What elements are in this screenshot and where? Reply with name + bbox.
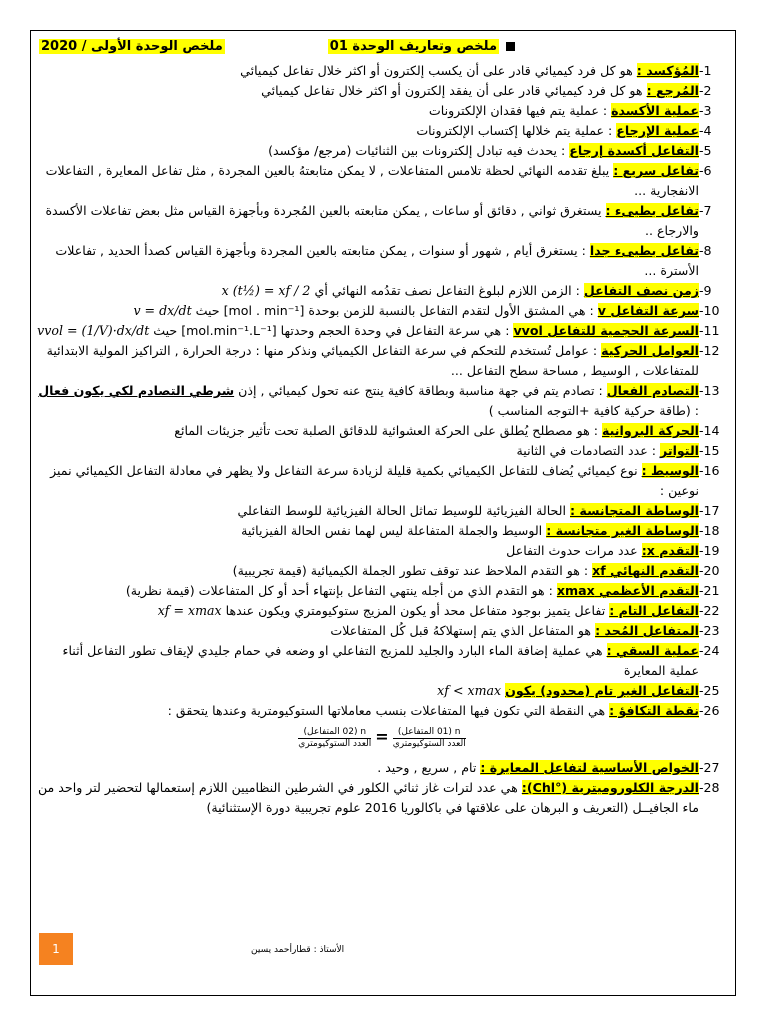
- definition-item: [37, 701, 727, 721]
- definition-item: [37, 521, 727, 541]
- definition-text: الحالة الفيزيائية للوسيط تماثل الحالة الفيزيائية للوسط التفاعلي: [237, 503, 571, 518]
- left-denominator: العدد الستوكيومتري: [392, 739, 466, 749]
- definition-text: : هي المشتق الأول لتقدم التفاعل بالنسبة للزمن بوحدة [mol . min⁻¹] حيث: [191, 303, 598, 318]
- page-number: 1: [39, 933, 73, 965]
- definition-item: [37, 141, 727, 161]
- item-number: -18: [699, 523, 720, 538]
- definition-text: تام , سريع , وحيد .: [377, 760, 481, 775]
- item-number: -24: [699, 643, 720, 658]
- definition-item: [37, 61, 727, 81]
- definition-item: [37, 561, 727, 581]
- right-fraction: [298, 727, 371, 750]
- item-number: -25: [699, 683, 720, 698]
- definition-item: [37, 341, 727, 381]
- term-label: الوساطة المتجانسة :: [570, 503, 699, 518]
- definition-item: [37, 281, 727, 301]
- left-numerator: n (01 المتفاعل): [393, 727, 466, 739]
- term-label: السرعة الحجمية للتفاعل vvol: [513, 323, 699, 338]
- definition-text: : الزمن اللازم لبلوغ التفاعل نصف تقدُمه النهائي أي: [310, 283, 584, 298]
- term-label: الحركة البروانية: [602, 423, 699, 438]
- term-label: الخواص الأساسية لتفاعل المعايرة :: [480, 760, 699, 775]
- definition-item: [37, 778, 727, 818]
- term-label: التفاعل أكسدة إرجاع: [569, 143, 699, 158]
- left-fraction: [393, 727, 466, 750]
- definition-item: [37, 381, 727, 421]
- definition-text: : عملية يتم خلالها إكتساب الإلكترونات: [416, 123, 617, 138]
- definition-item: [37, 441, 727, 461]
- item-number: -7: [699, 203, 712, 218]
- definition-item: [37, 241, 727, 281]
- definition-item: [37, 81, 727, 101]
- definition-text: : هو التقدم الملاحظ عند توقف تطور الجملة الكيميائية (قيمة تجريبية): [232, 563, 593, 578]
- item-number: -13: [699, 383, 720, 398]
- header: [39, 39, 727, 61]
- term-label: التقدم النهائي xf: [592, 563, 699, 578]
- term-label: عملية السقي :: [606, 643, 699, 658]
- term-label: الوسيط :: [641, 463, 699, 478]
- definition-text: هي النقطة التي تكون فيها المتفاعلات بنسب معاملاتها الستوكيومترية وعندها يتحقق :: [167, 703, 610, 718]
- item-number: -5: [699, 143, 712, 158]
- page-frame: [30, 30, 736, 996]
- author-name: الأستاذ : قطارأحمد يسين: [251, 945, 345, 955]
- term-label: تفاعل بطيىء :: [605, 203, 699, 218]
- definition-item: [37, 621, 727, 641]
- definition-item: [37, 321, 727, 341]
- item-number: -11: [699, 323, 720, 338]
- definition-item: [37, 201, 727, 241]
- definition-text: : تصادم يتم في جهة مناسبة وبطاقة كافية ينتج عنه تحول كيميائي , إذن: [234, 383, 607, 398]
- equals-sign: =: [375, 727, 389, 746]
- item-number: -23: [699, 623, 720, 638]
- formula: v = dx/dt: [133, 303, 192, 318]
- definition-text: هو المتفاعل الذي يتم إستهلاكهُ قبل كُل المتفاعلات: [330, 623, 596, 638]
- item-number: -4: [699, 123, 712, 138]
- unit-summary-title: ملخص الوحدة الأولى / 2020: [41, 39, 223, 54]
- term-label: نقطة التكافؤ :: [609, 703, 699, 718]
- definition-text: نوع كيميائي يُضاف للتفاعل الكيميائي بكمية قليلة لزيادة سرعة التفاعل ولا يظهر في معادلة التفاعل الكيميائي نميز نوعين :: [50, 463, 699, 498]
- term-label: التقدم x:: [641, 543, 699, 558]
- term-label: الدرجة الكلوروميترية (°Chl):: [521, 780, 699, 795]
- definition-text: هو كل فرد كيميائي قادر على أن يكسب إلكترون أو اكثر خلال تفاعل كيميائي: [240, 63, 637, 78]
- formula: xf < xmax: [437, 683, 502, 698]
- square-bullet-icon: [506, 42, 515, 51]
- item-number: -26: [699, 703, 720, 718]
- definition-text: الوسيط والجملة المتفاعلة ليس لهما نفس الحالة الفيزيائية: [241, 523, 547, 538]
- definition-text: : عوامل تُستخدم للتحكم في سرعة التفاعل الكيميائي ونذكر منها : درجة الحرارة , التراكيز المولية الابتدائية للمتفاعلات , الوسيط , مساحة سطح التفاعل ...: [46, 343, 699, 378]
- term-label: التقدم الأعظمي xmax: [556, 583, 699, 598]
- item-number: -6: [699, 163, 712, 178]
- definition-text: يبلغ تقدمه النهائي لحظة تلامس المتفاعلات , لا يمكن متابعتهُ بالعين المجردة , مثل تفاعل المعايرة , التفاعلات الانفجارية ...: [45, 163, 699, 198]
- definition-text: : يستغرق أيام , شهور أو سنوات , يمكن متابعته بالعين المجردة وبأجهزة القياس كصدأ الحديد , تفاعلات الأسترة ...: [55, 243, 699, 278]
- page-title: ملخص وتعاريف الوحدة 01: [329, 39, 497, 54]
- definition-item: [37, 581, 727, 601]
- definition-item: [37, 501, 727, 521]
- formula: xf = xmax: [157, 603, 222, 618]
- definition-item: [37, 601, 727, 621]
- item-number: -21: [699, 583, 720, 598]
- definition-text: يستغرق ثواني , دقائق أو ساعات , يمكن متابعته بالعين المُجردة وبأجهزة القياس مثل بعض تفاعلات الأكسدة والارجاع ..: [45, 203, 699, 238]
- item-number: -15: [699, 443, 720, 458]
- term-label: سرعة التفاعل v: [597, 303, 699, 318]
- item-number: -22: [699, 603, 720, 618]
- definition-text: هو كل فرد كيميائي قادر على أن يفقد إلكترون أو اكثر خلال تفاعل كيميائي: [261, 83, 647, 98]
- item-number: -1: [699, 63, 712, 78]
- item-number: -20: [699, 563, 720, 578]
- right-denominator: العدد الستوكيومتري: [298, 739, 372, 749]
- item-number: -8: [699, 243, 712, 258]
- definition-text: : عدد التصادمات في الثانية: [516, 443, 661, 458]
- formula: vvol = (1/V)·dx/dt: [37, 323, 150, 338]
- definition-item: [37, 161, 727, 201]
- term-label: زمن نصف التفاعل: [583, 283, 699, 298]
- equivalence-equation: [37, 727, 727, 750]
- definition-item: [37, 461, 727, 501]
- condition-text: : (طاقة حركية كافية +التوجه المناسب ): [488, 403, 699, 418]
- item-number: -19: [699, 543, 720, 558]
- term-label: تفاعل سريع :: [613, 163, 699, 178]
- term-label: عملية الأكسدة: [611, 103, 699, 118]
- definition-text: : هو مصطلح يُطلق على الحركة العشوائية للدقائق الصلبة تحت تأثير جزيئات المائع: [174, 423, 603, 438]
- item-number: -9: [699, 283, 712, 298]
- definition-text: : يحدث فيه تبادل إلكترونات بين الثنائيات (مرجع/ مؤكسد): [268, 143, 570, 158]
- term-label: العوامل الحركية: [601, 343, 699, 358]
- definition-text: هي عملية إضافة الماء البارد والجليد للمزيج التفاعلي او وضعه في حمام جليدي لإيقاف تطور التفاعل أثناء عملية المعايرة: [62, 643, 699, 678]
- term-label: الوساطة الغير متجانسة :: [546, 523, 699, 538]
- term-label: المُؤكسد :: [636, 63, 699, 78]
- term-label: التفاعل الغير تام (محدود) يكون: [505, 683, 699, 698]
- definition-item: [37, 101, 727, 121]
- definitions-list: [37, 61, 727, 818]
- definition-item: [37, 681, 727, 701]
- definition-item: [37, 121, 727, 141]
- definition-item: [37, 421, 727, 441]
- item-number: -27: [699, 760, 720, 775]
- item-number: -14: [699, 423, 720, 438]
- right-numerator: n (02 المتفاعل): [298, 727, 371, 739]
- term-label: المُرجع :: [646, 83, 699, 98]
- item-number: -10: [699, 303, 720, 318]
- definition-text: : عملية يتم فيها فقدان الإلكترونات: [428, 103, 612, 118]
- definition-text: تفاعل يتميز بوجود متفاعل محد أو يكون المزيج ستوكيومتري ويكون عندها: [221, 603, 610, 618]
- formula: x (t½) = xf / 2: [221, 283, 311, 298]
- condition-label: شرطي التصادم لكي يكون فعال: [38, 383, 235, 398]
- item-number: -3: [699, 103, 712, 118]
- item-number: -12: [699, 343, 720, 358]
- item-number: -28: [699, 780, 720, 795]
- definition-item: [37, 541, 727, 561]
- term-label: التصادم الفعال: [606, 383, 699, 398]
- item-number: -2: [699, 83, 712, 98]
- term-label: المتفاعل المُحد :: [595, 623, 699, 638]
- item-number: -17: [699, 503, 720, 518]
- definition-text: عدد مرات حدوث التفاعل: [506, 543, 642, 558]
- definition-item: [37, 301, 727, 321]
- term-label: التواتر: [660, 443, 699, 458]
- definition-text: : هو التقدم الذي من أجله ينتهي التفاعل بإنتهاء أحد أو كل المتفاعلات (قيمة نظرية): [125, 583, 557, 598]
- definition-item: [37, 641, 727, 681]
- term-label: التفاعل التام :: [609, 603, 699, 618]
- definition-text: : هي سرعة التفاعل في وحدة الحجم وحدتها [mol.min⁻¹.L⁻¹] حيث: [149, 323, 514, 338]
- definition-text: هي عدد لترات غاز ثنائي الكلور في الشرطين النظاميين اللازم إستعمالها لتحضير لتر واحد من ماء الجافيــل (التعريف و البرهان على علاقتها في باكالوريا 2016 علوم تجريبية دورة الإستثنائية): [37, 780, 699, 815]
- term-label: عملية الإرجاع: [616, 123, 699, 138]
- definition-item: [37, 758, 727, 778]
- item-number: -16: [699, 463, 720, 478]
- term-label: تفاعل بطيىء جدا: [589, 243, 699, 258]
